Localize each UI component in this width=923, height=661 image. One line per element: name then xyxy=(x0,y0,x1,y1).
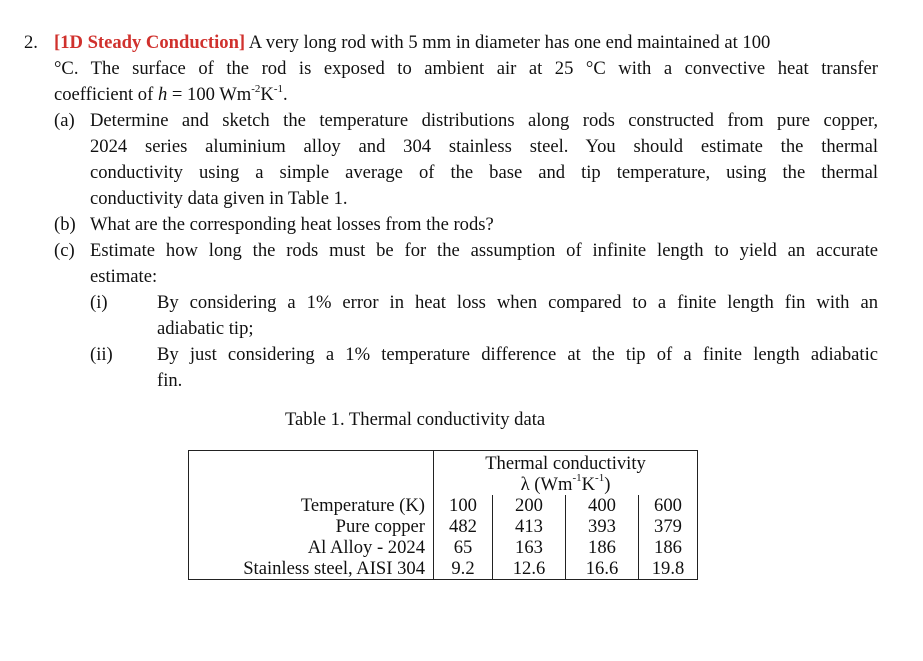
table-caption: Table 1. Thermal conductivity data xyxy=(285,409,546,430)
exp-2: -1 xyxy=(273,82,284,95)
table-row xyxy=(189,537,698,558)
part-a-line3: conductivity using a simple average of the base and tip temperature, using the thermal xyxy=(90,162,878,183)
intro-text-3b: = 100 Wm xyxy=(167,84,252,105)
intro-text-1: A very long rod with 5 mm in diameter has one end maintained at 100 xyxy=(245,32,771,53)
part-c-line2: estimate: xyxy=(90,266,158,287)
part-a-line1: Determine and sketch the temperature distributions along rods constructed from pure copper, xyxy=(90,110,878,131)
table-cell: 65 xyxy=(434,537,493,558)
table-header-row-1 xyxy=(189,451,698,475)
problem-intro-line3 xyxy=(54,84,288,106)
table-cell: 413 xyxy=(493,516,566,537)
part-b-label: (b) xyxy=(54,214,76,235)
units-close: ) xyxy=(604,474,611,495)
units-lambda: λ (Wm xyxy=(520,474,573,495)
table-header-units xyxy=(434,471,698,495)
exp-1: -2 xyxy=(251,82,261,95)
intro-text-3c: K xyxy=(260,84,274,105)
table-row xyxy=(189,516,698,537)
table-cell: 600 xyxy=(639,495,698,516)
material-label: Pure copper xyxy=(189,516,434,537)
units-exp1: -1 xyxy=(572,471,582,484)
table-header-row-2 xyxy=(189,474,698,495)
table-cell: 200 xyxy=(493,495,566,516)
table-cell: 186 xyxy=(566,537,639,558)
table-cell: 379 xyxy=(639,516,698,537)
table-empty-cell-2 xyxy=(189,474,434,495)
material-label: Stainless steel, AISI 304 xyxy=(189,558,434,580)
problem-intro-line1 xyxy=(54,32,878,54)
material-label: Al Alloy - 2024 xyxy=(189,537,434,558)
table-empty-cell xyxy=(189,451,434,475)
intro-text-3d: . xyxy=(283,84,288,105)
problem-number: 2. xyxy=(24,32,38,53)
part-ci-line2: adiabatic tip; xyxy=(157,318,254,339)
table-cell: 9.2 xyxy=(434,558,493,580)
problem-tag: [1D Steady Conduction] xyxy=(54,32,246,53)
table-header-title: Thermal conductivity xyxy=(434,451,698,475)
table-row xyxy=(189,495,698,516)
table-cell: 12.6 xyxy=(493,558,566,580)
table-cell: 393 xyxy=(566,516,639,537)
table-cell: 186 xyxy=(639,537,698,558)
table-row xyxy=(189,558,698,580)
problem-intro-line2: °C. The surface of the rod is exposed to ambient air at 25 °C with a convective heat transfer xyxy=(54,58,878,79)
part-a-line2: 2024 series aluminium alloy and 304 stainless steel. You should estimate the thermal xyxy=(90,136,878,157)
table-cell: 163 xyxy=(493,537,566,558)
intro-text-3a: coefficient of xyxy=(54,84,158,105)
part-b-line1: What are the corresponding heat losses from the rods? xyxy=(90,214,494,235)
table-cell: 482 xyxy=(434,516,493,537)
table-cell: 100 xyxy=(434,495,493,516)
units-k: K xyxy=(581,474,596,495)
part-ci-label: (i) xyxy=(90,292,108,313)
temperature-label: Temperature (K) xyxy=(189,495,434,516)
table-cell: 400 xyxy=(566,495,639,516)
thermal-conductivity-table xyxy=(188,450,698,580)
part-cii-line1: By just considering a 1% temperature difference at the tip of a finite length adiabatic xyxy=(157,344,878,365)
table-cell: 16.6 xyxy=(566,558,639,580)
part-c-line1: Estimate how long the rods must be for the assumption of infinite length to yield an accurate xyxy=(90,240,878,261)
h-symbol: h xyxy=(157,84,168,105)
part-cii-line2: fin. xyxy=(157,370,183,391)
part-a-line4: conductivity data given in Table 1. xyxy=(90,188,348,209)
part-ci-line1: By considering a 1% error in heat loss when compared to a finite length fin with an xyxy=(157,292,878,313)
part-c-label: (c) xyxy=(54,240,75,261)
part-a-label: (a) xyxy=(54,110,75,131)
table-cell: 19.8 xyxy=(639,558,698,580)
part-cii-label: (ii) xyxy=(90,344,113,365)
units-exp2: -1 xyxy=(595,471,605,484)
